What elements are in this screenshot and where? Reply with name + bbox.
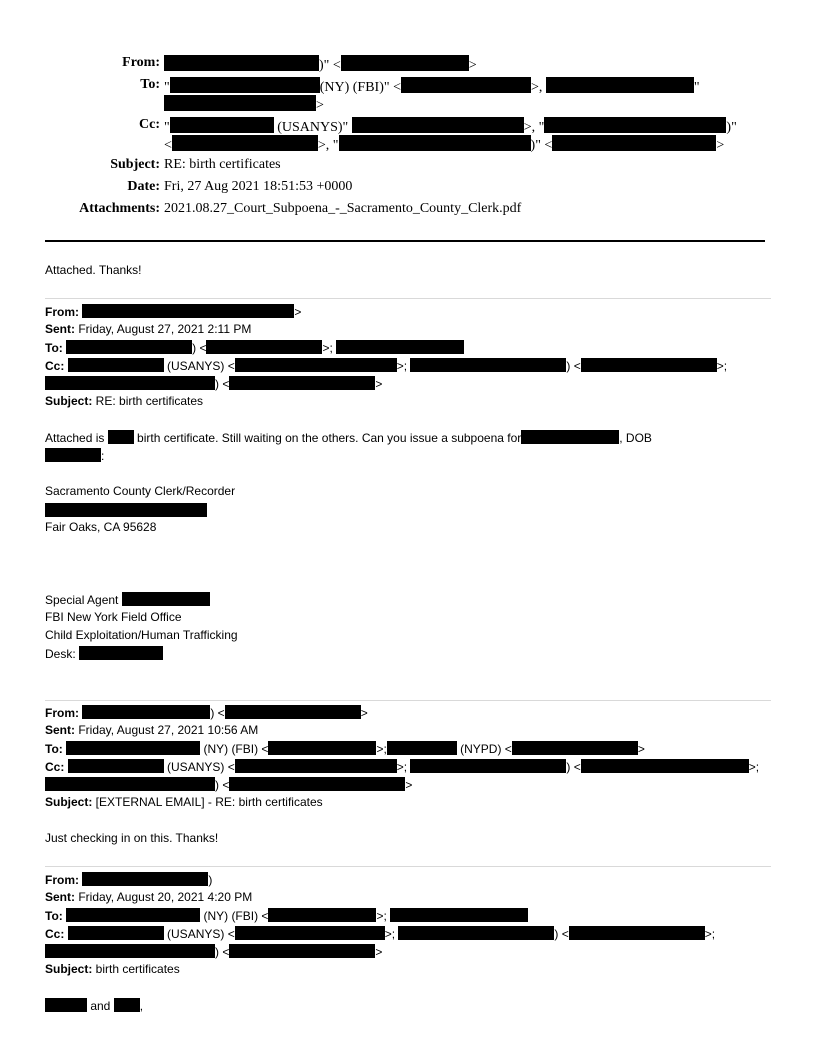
redaction <box>68 358 164 372</box>
email2-to: To: (NY) (FBI) < >; (NYPD) < > <box>45 742 645 756</box>
redaction <box>172 135 318 151</box>
redaction <box>398 926 554 940</box>
header-from-label: From: <box>122 55 160 70</box>
redaction <box>206 340 322 354</box>
header-attachments-value[interactable]: 2021.08.27_Court_Subpoena_-_Sacramento_County_Clerk.pdf <box>164 201 522 216</box>
signature-desk: Desk: <box>45 646 163 661</box>
header-date-value: Fri, 27 Aug 2021 18:51:53 +0000 <box>164 179 353 194</box>
signature-unit: Child Exploitation/Human Trafficking <box>45 628 238 642</box>
header-to-value: " (NY) (FBI)" < >, " <box>164 77 700 96</box>
email2-from: From: ) < > <box>45 706 368 720</box>
redaction <box>170 117 274 133</box>
header-subject-value: RE: birth certificates <box>164 157 281 172</box>
redaction <box>45 998 87 1012</box>
header-attachments-label: Attachments: <box>79 201 160 216</box>
redaction <box>552 135 716 151</box>
email2-sent: Sent: Friday, August 27, 2021 10:56 AM <box>45 723 259 737</box>
redaction <box>544 117 726 133</box>
header-to-value-line2: > <box>164 95 324 114</box>
redaction <box>68 926 164 940</box>
redaction <box>229 777 405 791</box>
header-cc-label: Cc: <box>139 117 160 132</box>
email3-subject: Subject: birth certificates <box>45 962 180 976</box>
redaction <box>66 741 200 755</box>
email1-sent: Sent: Friday, August 27, 2021 2:11 PM <box>45 322 252 336</box>
redaction <box>390 908 528 922</box>
redaction <box>387 741 457 755</box>
email2-cc-line2: ) < > <box>45 777 412 792</box>
email3-to: To: (NY) (FBI) < >; <box>45 908 528 923</box>
header-to-label: To: <box>140 77 160 92</box>
signature-office: FBI New York Field Office <box>45 610 182 624</box>
redaction <box>569 926 705 940</box>
email-separator <box>45 298 771 299</box>
redaction <box>521 430 619 444</box>
redaction <box>45 376 215 390</box>
redaction <box>410 358 566 372</box>
email3-sent: Sent: Friday, August 20, 2021 4:20 PM <box>45 890 253 904</box>
address-line-3: Fair Oaks, CA 95628 <box>45 520 157 534</box>
email2-cc: Cc: (USANYS) < >; ) < >; <box>45 760 760 774</box>
redaction <box>170 77 320 93</box>
email3-cc: Cc: (USANYS) < >; ) < >; <box>45 927 716 941</box>
redaction <box>122 592 210 606</box>
redaction <box>235 759 397 773</box>
redaction <box>581 759 749 773</box>
email2-subject: Subject: [EXTERNAL EMAIL] - RE: birth certificates <box>45 795 323 809</box>
header-date-label: Date: <box>127 179 160 194</box>
redaction <box>45 777 215 791</box>
redaction <box>66 340 192 354</box>
email1-cc: Cc: (USANYS) < >; ) < >; <box>45 359 728 373</box>
redaction <box>341 55 469 71</box>
redaction <box>82 705 210 719</box>
email-separator <box>45 700 771 701</box>
redaction <box>268 908 376 922</box>
signature-name: Special Agent <box>45 592 210 607</box>
redaction <box>164 55 319 71</box>
email3-from: From: ) <box>45 873 213 887</box>
email1-body: Attached is birth certificate. Still waiting on the others. Can you issue a subpoena for , DOB <box>45 431 652 445</box>
redaction <box>114 998 140 1012</box>
email2-body: Just checking in on this. Thanks! <box>45 831 219 845</box>
redaction <box>581 358 717 372</box>
redaction <box>229 944 375 958</box>
header-from-value: )" < > <box>164 55 477 74</box>
redaction <box>410 759 566 773</box>
redaction <box>225 705 361 719</box>
email-separator <box>45 866 771 867</box>
redaction <box>79 646 163 660</box>
header-subject-label: Subject: <box>110 157 160 172</box>
redaction <box>82 304 294 318</box>
address-line-2 <box>45 503 207 518</box>
email3-cc-line2: ) < > <box>45 944 382 959</box>
redaction <box>268 741 376 755</box>
redaction <box>108 430 134 444</box>
redaction <box>45 448 101 462</box>
redaction <box>339 135 531 151</box>
redaction <box>546 77 694 93</box>
header-cc-value-line2: < >, " )" < > <box>164 135 724 154</box>
email1-body-line2: : <box>45 448 104 463</box>
redaction <box>229 376 375 390</box>
redaction <box>164 95 316 111</box>
redaction <box>45 503 207 517</box>
email3-greeting: and , <box>45 998 143 1013</box>
redaction <box>82 872 208 886</box>
redaction <box>401 77 531 93</box>
redaction <box>235 358 397 372</box>
email1-subject: Subject: RE: birth certificates <box>45 394 204 408</box>
email1-cc-line2: ) < > <box>45 376 382 391</box>
redaction <box>66 908 200 922</box>
redaction <box>336 340 464 354</box>
header-divider <box>45 240 765 242</box>
redaction <box>45 944 215 958</box>
redaction <box>352 117 524 133</box>
redaction <box>68 759 164 773</box>
body-message: Attached. Thanks! <box>45 263 142 277</box>
redaction <box>512 741 638 755</box>
redaction <box>235 926 385 940</box>
email1-from: From: > <box>45 305 302 319</box>
email1-to: To: ) < >; <box>45 340 464 355</box>
address-line-1: Sacramento County Clerk/Recorder <box>45 484 236 498</box>
header-cc-value: " (USANYS)" >, " )" <box>164 117 737 136</box>
